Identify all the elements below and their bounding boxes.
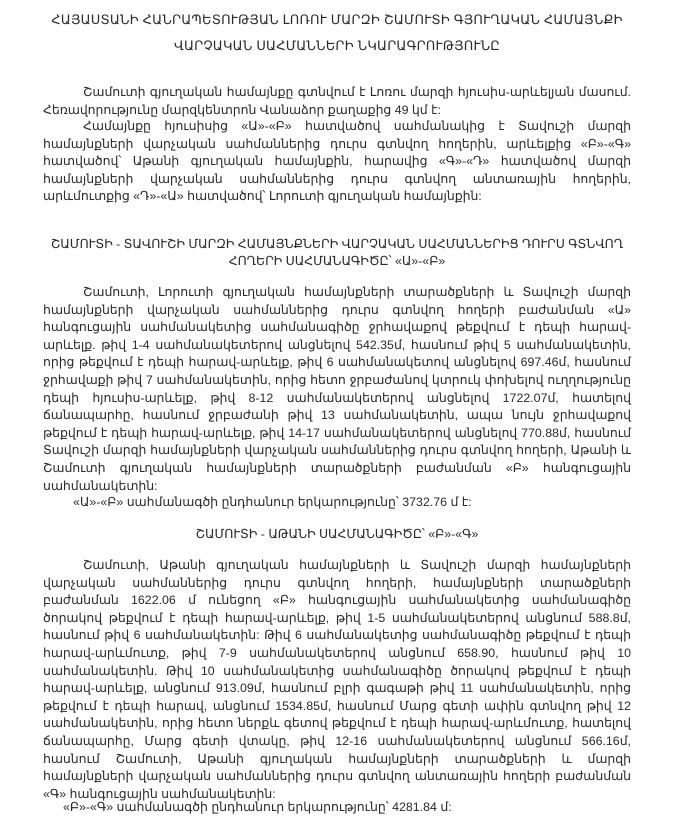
section-paragraph-b-c: Շամուտի, Աթանի գյուղական համայնքների և Տավուշի մարզի համայնքների վարչական սահմաններից դուրս գտնվող հողերի, համայնքների տարածքների բաժանման 1622.06 մ ունեցող «Բ» հանգուցային սահմանակետից սահմանագիծը ծորակով թեքվում է դեպի հարավ-արևելք, թիվ 1-5 սահմանակետերով անցնում 588.8մ, հասնում թիվ 6 սահմանակետին: Թիվ 6 սահմանակետից սահմանագիծը թեքվում է դեպի հարավ-արևմուտք, թիվ 7-9 սահմանակետերով անցնում 658.90, հասնում թիվ 10 սահմանակետին. Թիվ 10 սահմանակետից սահմանագիծը ծորակով թեքվում է դեպի հարավ-արևելք, անցնում 913.09մ, հասնում բլրի գագաթի թիվ 11 սահմանակետին, որից թեքվում է դեպի հարավ, անցնում 1534.85մ, հասնում Մարց գետի ափին գտնվող թիվ 12 սահմանակետին, որից հետո ներքև գետով թեքվում է դեպի հարավ-արևմուտք, հատելով ճանապարհը, Մարց գետի վտակը, թիվ 12-16 սահմանակետերով անցնում 566.16մ, հասնում Շամուտի, Աթանի գյուղական համայնքների տարածքների և մարզի համայնքների վարչական սահմաններից դուրս գտնվող անտառային հողերի բաժանման «Գ» հանգուցային սահմանակետին: [43, 558, 631, 801]
section-total-a-b: «Ա»-«Բ» սահմանագծի ընդհանուր երկարությունը՝ 3732.76 մ է: [73, 495, 472, 509]
section-paragraph-a-b: Շամուտի, Լորուտի գյուղական համայնքների տարածքների և Տավուշի մարզի համայնքների վարչական սահմաններից դուրս գտնվող հողերի բաժանման «Ա» հանգուցային սահմանակետից սահմանագիծը ջրհավաքով թեքվում է դեպի հարավ-արևելք. թիվ 1-4 սահմանակետերով անցնելով 542.35մ, հասնում թիվ 5 սահմանակետին, որից թեքվում է դեպի հարավ-արևելք, թիվ 6 սահմանակետով անցնելով 697.46մ, հասնում ջրհավաքի թիվ 7 սահմանակետին, որից հետո ջրբաժանով կտրուկ փոխելով ուղղությունը դեպի հյուսիս-արևելք, թիվ 8-12 սահմանակետերով անցնելով 1722.07մ, հատելով ճանապարհը, հասնում ջրբաժանի թիվ 13 սահմանակետին, ապա նույն ջրհավաքով թեքվում է դեպի հարավ-արևելք, թիվ 14-17 սահմանակետերով անցնելով 770.88մ, հասնում Տավուշի մարզի համայնքների վարչական սահմաններից դուրս գտնվող հողերի, Աթանի և Շամուտի գյուղական համայնքների տարածքների բաժանման «Բ» հանգուցային սահմանակետին: [43, 285, 631, 493]
intro-paragraph: Շամուտի գյուղական համայնքը գտնվում է Լոռու մարզի հյուսիս-արևելյան մասում. Հեռավորությունը մարզկենտրոն Վանաձոր քաղաքից 49 կմ է: [43, 85, 631, 117]
section-total-b-c: «Բ»-«Գ» սահմանագծի ընդհանուր երկարությունը՝ 4281.84 մ: [63, 800, 452, 814]
document-title-line2: ՎԱՐՉԱԿԱՆ ՍԱՀՄԱՆՆԵՐԻ ՆԿԱՐԱԳՐՈՒԹՅՈՒՆԸ [173, 38, 501, 53]
borders-paragraph: Համայնքը հյուսիսից «Ա»-«Բ» հատվածով սահմանակից է Տավուշի մարզի համայնքների վարչական սահմաններից դուրս գտնվող հողերին, արևելքից «Բ»-«Գ» հատվածով՝ Աթանի գյուղական համայնքին, հարավից «Գ»-«Դ» հատվածով մարզի համայնքների վարչական սահմաններից դուրս գտնվող անտառային հողերին, արևմուտքից «Դ»-«Ա» հատվածով՝ Լորուտի գյուղական համայնքին: [43, 119, 631, 204]
section-heading-b-c: ՇԱՄՈՒՏԻ - ԱԹԱՆԻ ՍԱՀՄԱՆԱԳԻԾԸ՝ «Բ»-«Գ» [195, 527, 479, 541]
section-heading-a-b: ՇԱՄՈՒՏԻ - ՏԱՎՈՒՇԻ ՄԱՐԶԻ ՀԱՄԱՅՆՔՆԵՐԻ ՎԱՐՉԱԿԱՆ ՍԱՀՄԱՆՆԵՐԻՑ ԴՈՒՐՍ ԳՏՆՎՈՂ ՀՈՂԵՐԻ ՍԱՀՄԱՆԱԳԻԾԸ՝ «Ա»-«Բ» [50, 237, 624, 268]
document-title-line1: ՀԱՅԱՍՏԱՆԻ ՀԱՆՐԱՊԵՏՈՒԹՅԱՆ ԼՈՌՈՒ ՄԱՐԶԻ ՇԱՄՈՒՏԻ ԳՅՈՒՂԱԿԱՆ ՀԱՄԱՅՆՔԻ [51, 12, 623, 27]
